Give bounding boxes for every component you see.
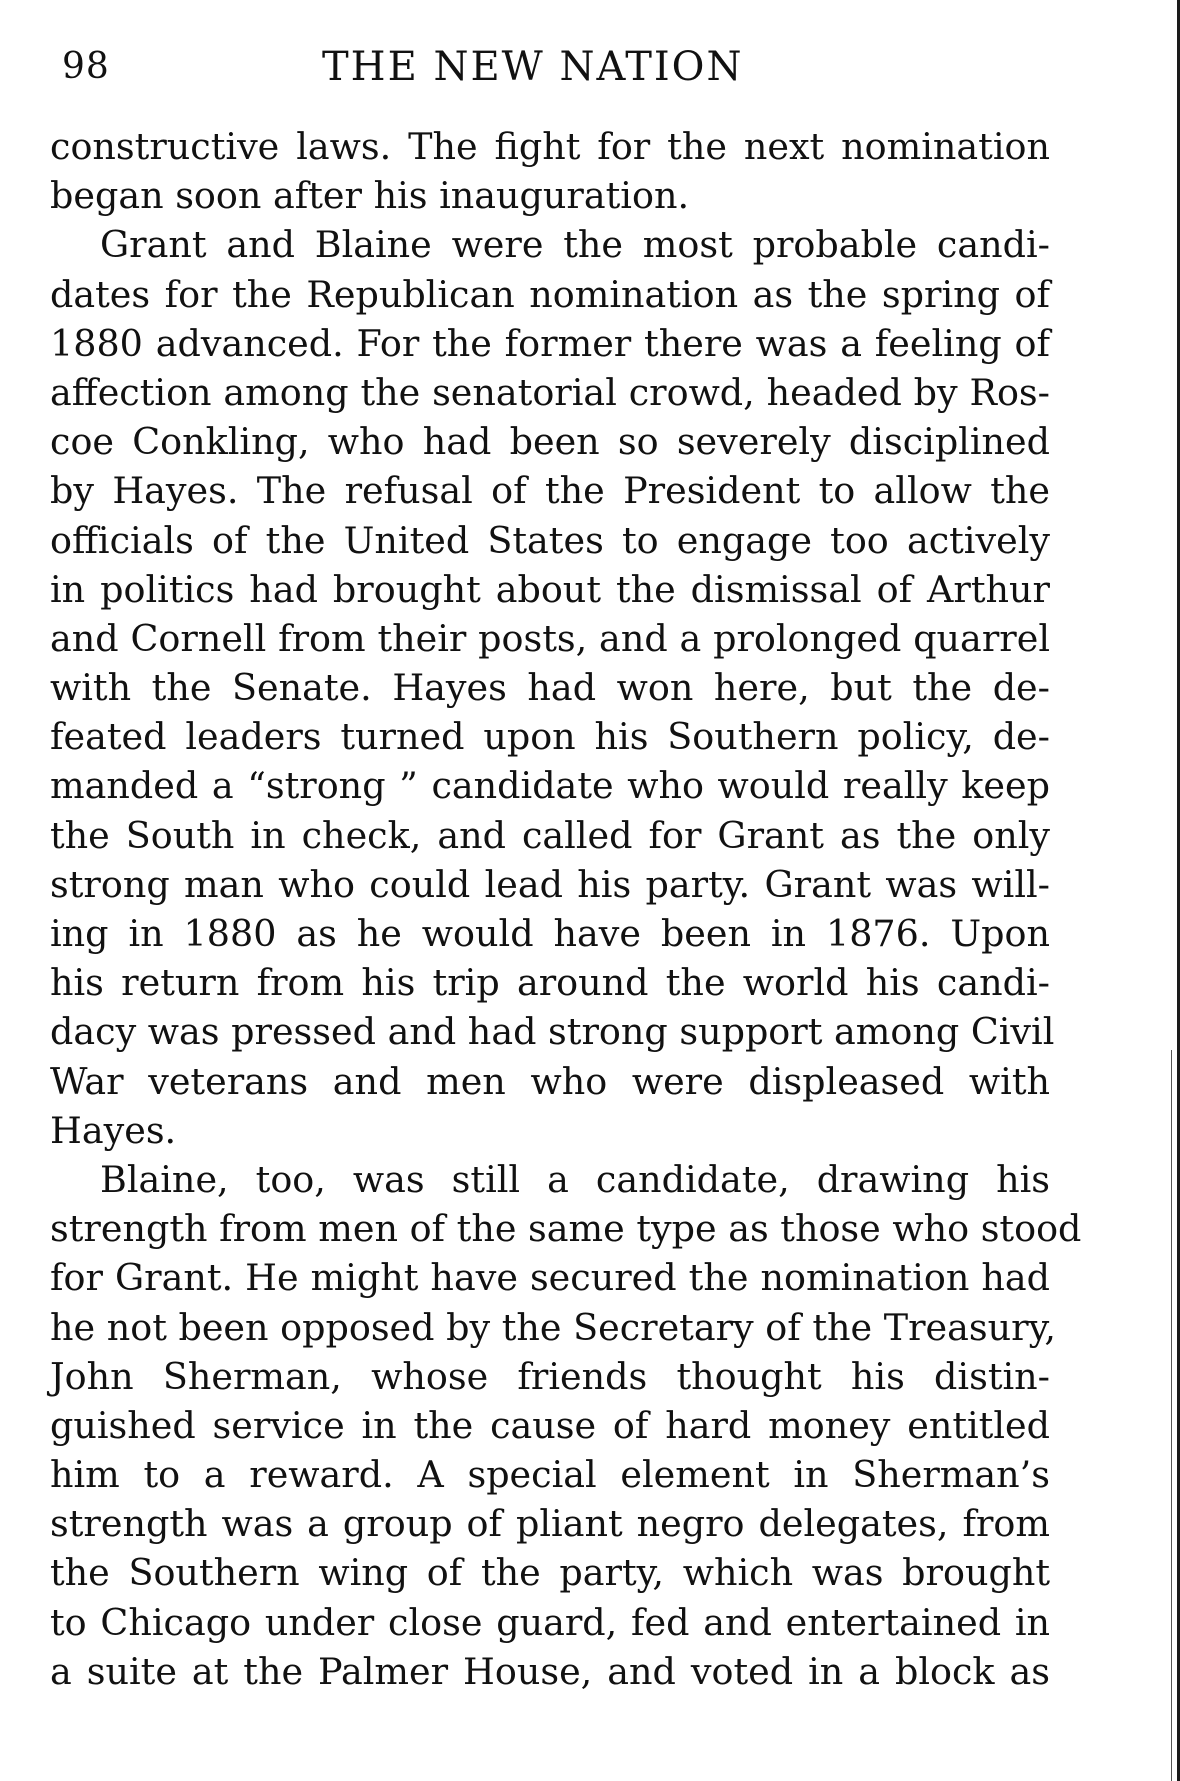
text-line: feated leaders turned upon his Southern policy, de-	[50, 715, 1050, 759]
text-line: with the Senate. Hayes had won here, but the de-	[50, 666, 1050, 710]
text-line: manded a “strong ” candidate who would really keep	[50, 764, 1050, 808]
text-line: he not been opposed by the Secretary of the Treasury,	[50, 1305, 1056, 1349]
text-line: Grant and Blaine were the most probable candi-	[100, 223, 1050, 267]
page-edge-line	[1171, 1050, 1172, 1781]
paragraph	[50, 220, 1055, 1155]
text-line: 1880 advanced. For the former there was a feeling of	[50, 321, 1050, 365]
paragraph	[50, 1155, 1082, 1696]
text-line: strong man who could lead his party. Grant was will-	[50, 862, 1050, 906]
text-line: dacy was pressed and had strong support among Civil	[50, 1010, 1055, 1054]
text-line: affection among the senatorial crowd, headed by Ros-	[50, 370, 1050, 414]
running-header	[60, 40, 1080, 104]
text-line: him to a reward. A special element in Sherman’s	[50, 1453, 1050, 1497]
text-line: and Cornell from their posts, and a prolonged quarrel	[50, 616, 1050, 660]
text-line: strength from men of the same type as those who stood	[50, 1207, 1082, 1251]
text-line: began soon after his inauguration.	[50, 174, 690, 218]
text-line: War veterans and men who were displeased with	[50, 1059, 1050, 1103]
text-line: to Chicago under close guard, fed and entertained in	[50, 1600, 1050, 1644]
page-number: 98	[62, 46, 110, 87]
text-line: ing in 1880 as he would have been in 1876. Upon	[50, 912, 1050, 955]
text-line: John Sherman, whose friends thought his distin-	[50, 1354, 1050, 1398]
text-line: the South in check, and called for Grant as the only	[50, 813, 1050, 857]
running-title: THE NEW NATION	[322, 44, 744, 90]
text-line: strength was a group of pliant negro delegates, from	[50, 1502, 1050, 1546]
paragraph	[50, 122, 1050, 220]
body-text	[50, 122, 1082, 1696]
text-line: officials of the United States to engage too actively	[50, 518, 1050, 562]
text-line: constructive laws. The fight for the next nomination	[50, 125, 1050, 168]
text-line: for Grant. He might have secured the nomination had	[50, 1256, 1050, 1300]
text-line: Blaine, too, was still a candidate, drawing his	[100, 1157, 1050, 1201]
text-line: coe Conkling, who had been so severely disciplined	[50, 420, 1050, 464]
text-line: the Southern wing of the party, which was brought	[50, 1551, 1050, 1595]
text-line: guished service in the cause of hard money entitled	[50, 1403, 1050, 1447]
text-line: his return from his trip around the world his candi-	[50, 961, 1050, 1005]
text-line: by Hayes. The refusal of the President to allow the	[50, 469, 1050, 513]
text-line: a suite at the Palmer House, and voted in a block as	[50, 1649, 1050, 1693]
text-line: dates for the Republican nomination as the spring of	[50, 272, 1050, 316]
text-line: in politics had brought about the dismissal of Arthur	[50, 567, 1050, 611]
text-line: Hayes.	[50, 1108, 177, 1152]
